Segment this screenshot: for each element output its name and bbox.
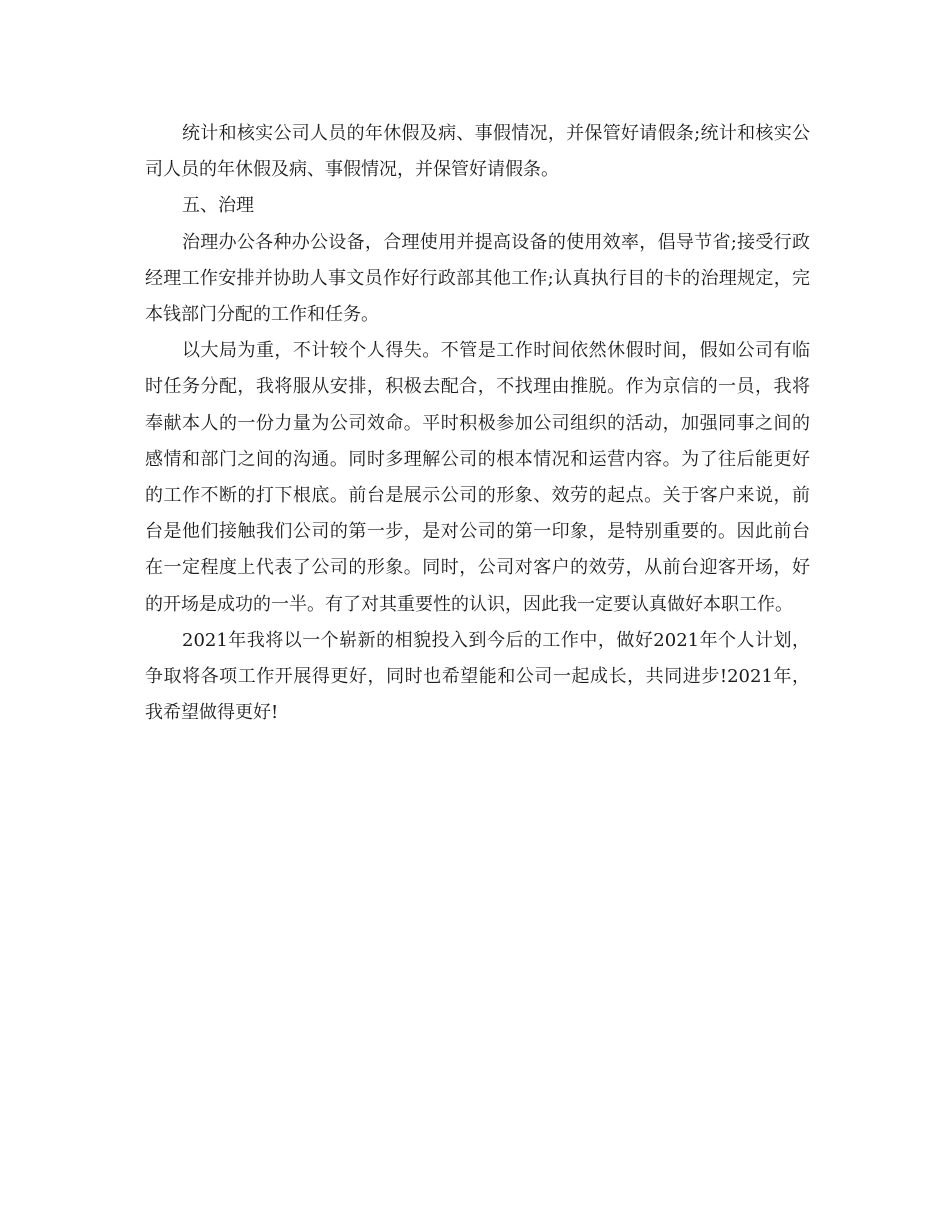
- paragraph-equipment-management: 治理办公各种办公设备，合理使用并提高设备的使用效率，倡导节省;接受行政经理工作安排并协助人事文员作好行政部其他工作;认真执行目的卡的治理规定，完本钱部门分配的工作和任务。: [145, 231, 810, 326]
- paragraph-work-attitude: 以大局为重，不计较个人得失。不管是工作时间依然休假时间，假如公司有临时任务分配，我将服从安排，积极去配合，不找理由推脱。作为京信的一员，我将奉献本人的一份力量为公司效命。平时积极参加公司组织的活动，加强同事之间的感情和部门之间的沟通。同时多理解公司的根本情况和运营内容。为了往后能更好的工作不断的打下根底。前台是展示公司的形象、效劳的起点。关于客户来说，前台是他们接触我们公司的第一步，是对公司的第一印象，是特别重要的。因此前台在一定程度上代表了公司的形象。同时，公司对客户的效劳，从前台迎客开场，好的开场是成功的一半。有了对其重要性的认识，因此我一定要认真做好本职工作。: [145, 340, 810, 615]
- paragraph-leave-statistics: 统计和核实公司人员的年休假及病、事假情况，并保管好请假条;统计和核实公司人员的年休假及病、事假情况，并保管好请假条。: [145, 123, 810, 181]
- section-heading-management: 五、治理: [182, 195, 254, 217]
- paragraph-new-year-plan: 2021年我将以一个崭新的相貌投入到今后的工作中，做好2021年个人计划，争取将各项工作开展得更好，同时也希望能和公司一起成长，共同进步!2021年，我希望做得更好!: [145, 629, 810, 724]
- document-body: [145, 116, 810, 731]
